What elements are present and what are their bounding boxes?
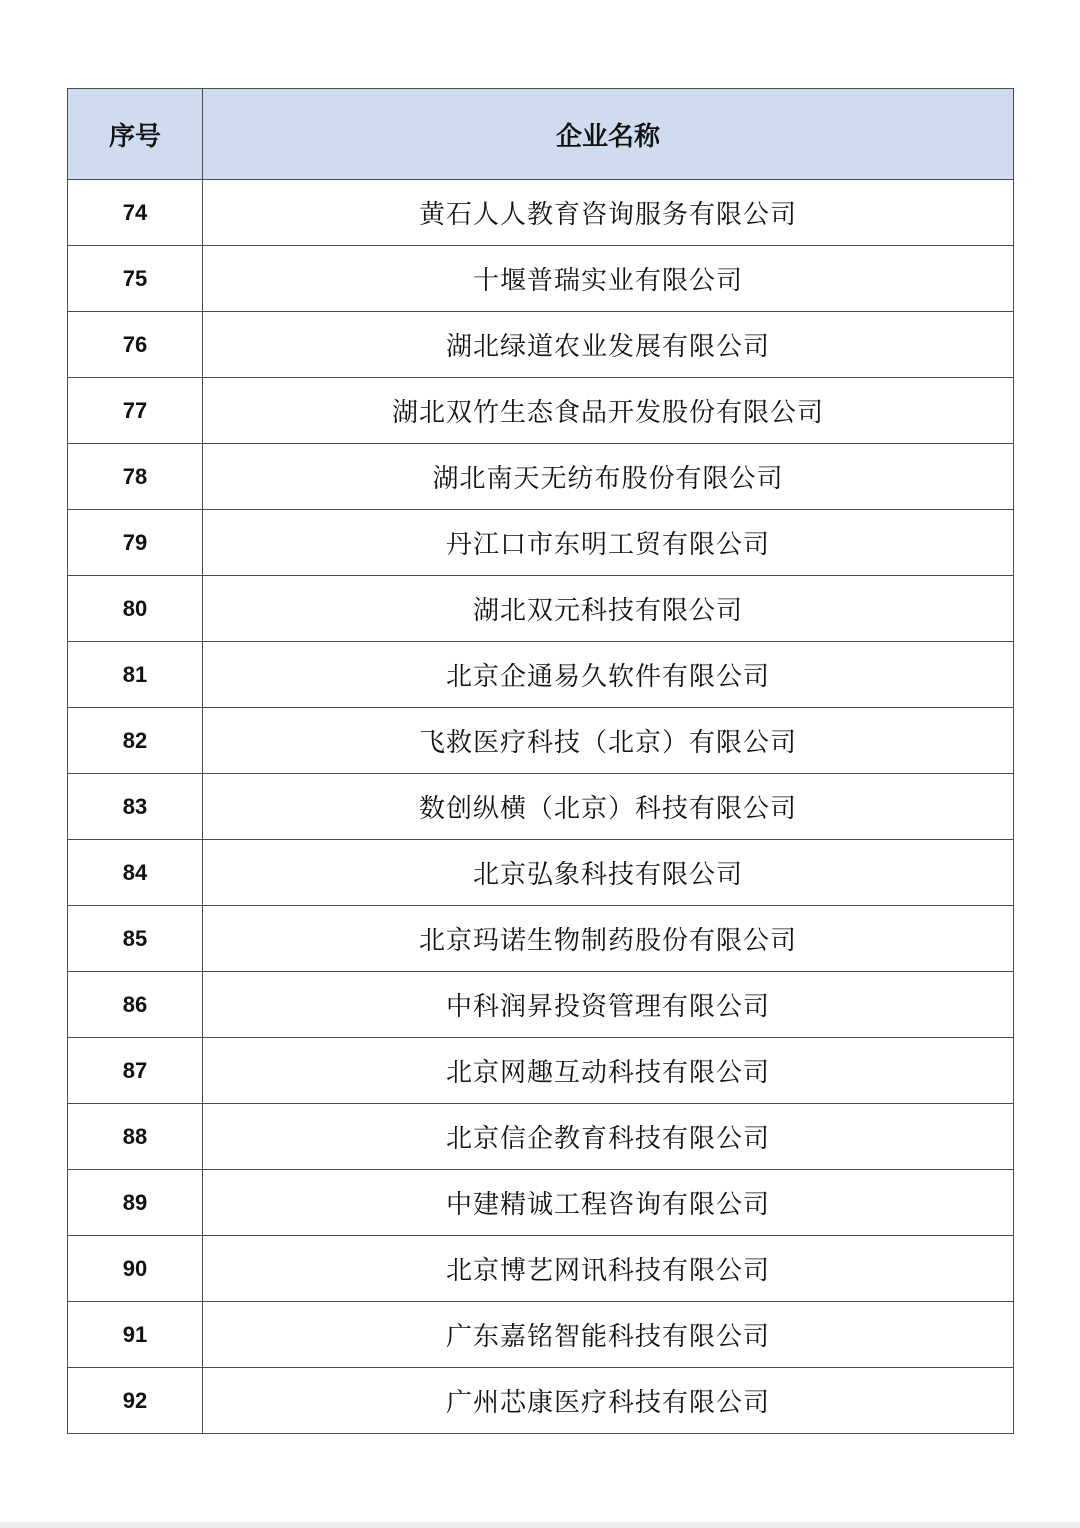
company-name: 丹江口市东明工贸有限公司 [203, 510, 1014, 576]
row-number: 86 [68, 972, 203, 1038]
header-row [68, 89, 1014, 180]
table-row [68, 312, 1014, 378]
table-row [68, 1236, 1014, 1302]
table-row [68, 1104, 1014, 1170]
header-number: 序号 [68, 89, 203, 180]
table-row [68, 972, 1014, 1038]
company-name: 湖北南天无纺布股份有限公司 [203, 444, 1014, 510]
table-row [68, 840, 1014, 906]
company-name: 十堰普瑞实业有限公司 [203, 246, 1014, 312]
company-name: 北京信企教育科技有限公司 [203, 1104, 1014, 1170]
row-number: 85 [68, 906, 203, 972]
row-number: 80 [68, 576, 203, 642]
table-body [68, 180, 1014, 1434]
row-number: 90 [68, 1236, 203, 1302]
table-row [68, 906, 1014, 972]
row-number: 74 [68, 180, 203, 246]
table-row [68, 1038, 1014, 1104]
company-name: 中科润昇投资管理有限公司 [203, 972, 1014, 1038]
company-name: 广东嘉铭智能科技有限公司 [203, 1302, 1014, 1368]
company-name: 黄石人人教育咨询服务有限公司 [203, 180, 1014, 246]
row-number: 79 [68, 510, 203, 576]
table-row [68, 1170, 1014, 1236]
row-number: 76 [68, 312, 203, 378]
company-name: 数创纵横（北京）科技有限公司 [203, 774, 1014, 840]
table-row [68, 774, 1014, 840]
company-name: 广州芯康医疗科技有限公司 [203, 1368, 1014, 1434]
table-row [68, 180, 1014, 246]
table-row [68, 708, 1014, 774]
row-number: 88 [68, 1104, 203, 1170]
row-number: 82 [68, 708, 203, 774]
company-name: 飞救医疗科技（北京）有限公司 [203, 708, 1014, 774]
row-number: 84 [68, 840, 203, 906]
table-row [68, 1302, 1014, 1368]
company-name: 北京玛诺生物制药股份有限公司 [203, 906, 1014, 972]
company-list-table-container [67, 88, 1013, 1434]
row-number: 89 [68, 1170, 203, 1236]
row-number: 78 [68, 444, 203, 510]
row-number: 87 [68, 1038, 203, 1104]
table-row [68, 444, 1014, 510]
company-name: 北京网趣互动科技有限公司 [203, 1038, 1014, 1104]
row-number: 91 [68, 1302, 203, 1368]
row-number: 77 [68, 378, 203, 444]
company-name: 北京博艺网讯科技有限公司 [203, 1236, 1014, 1302]
table-row [68, 246, 1014, 312]
company-name: 中建精诚工程咨询有限公司 [203, 1170, 1014, 1236]
table-row [68, 510, 1014, 576]
table-row [68, 642, 1014, 708]
company-list-table [67, 88, 1014, 1434]
header-company-name: 企业名称 [203, 89, 1014, 180]
table-row [68, 576, 1014, 642]
company-name: 北京弘象科技有限公司 [203, 840, 1014, 906]
company-name: 湖北双元科技有限公司 [203, 576, 1014, 642]
row-number: 92 [68, 1368, 203, 1434]
row-number: 81 [68, 642, 203, 708]
company-name: 湖北双竹生态食品开发股份有限公司 [203, 378, 1014, 444]
table-header [68, 89, 1014, 180]
row-number: 75 [68, 246, 203, 312]
row-number: 83 [68, 774, 203, 840]
table-row [68, 378, 1014, 444]
company-name: 湖北绿道农业发展有限公司 [203, 312, 1014, 378]
page-bottom-edge [0, 1522, 1080, 1528]
table-row [68, 1368, 1014, 1434]
company-name: 北京企通易久软件有限公司 [203, 642, 1014, 708]
